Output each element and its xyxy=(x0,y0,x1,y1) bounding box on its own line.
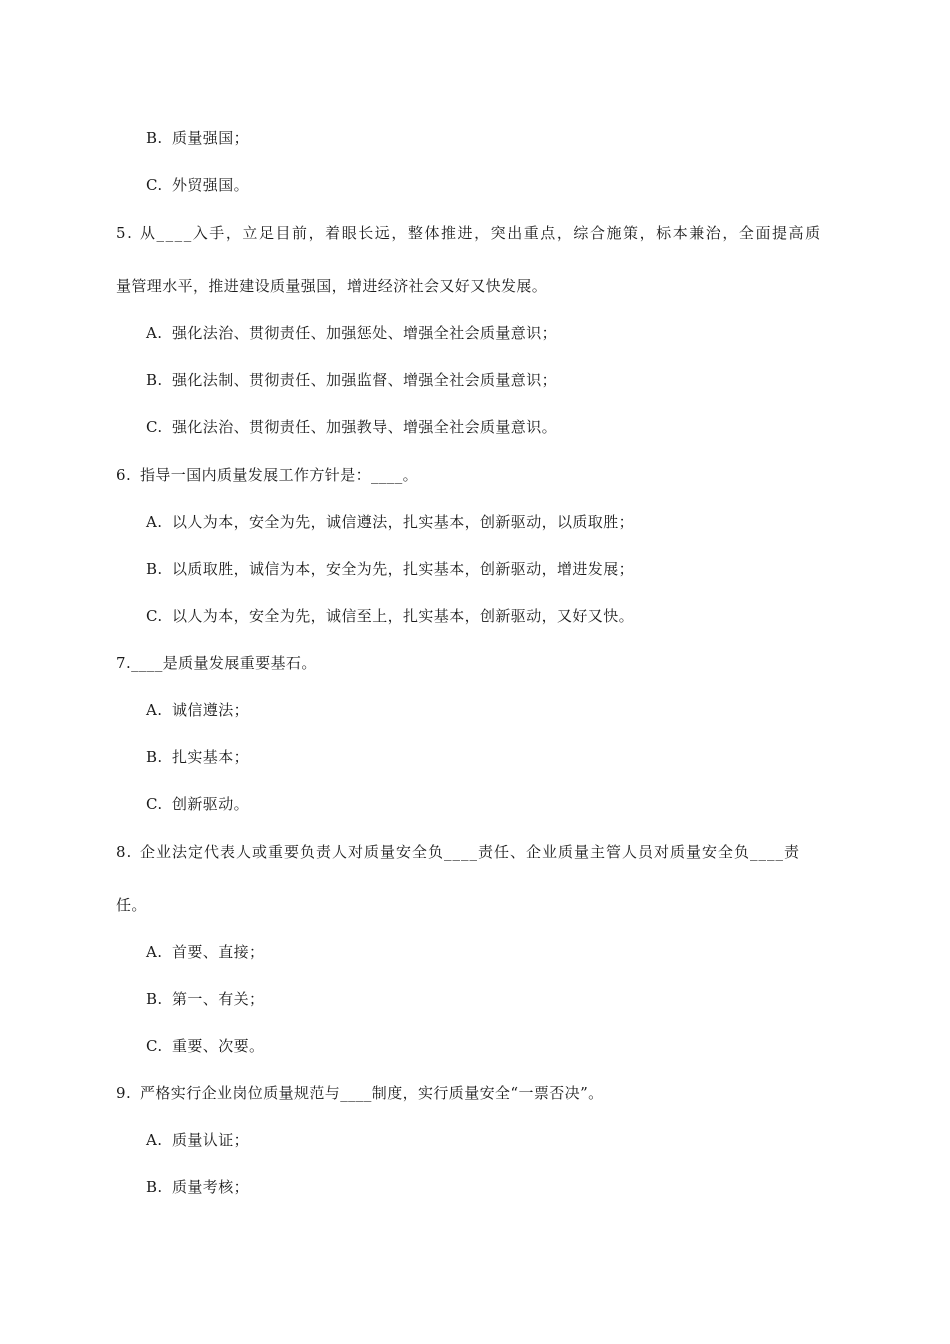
option-text: 创新驱动。 xyxy=(172,795,250,813)
option-line xyxy=(146,370,557,390)
option-label: B. xyxy=(146,129,163,147)
option-label: A. xyxy=(146,701,163,719)
option-label: B. xyxy=(146,1178,163,1196)
option-line xyxy=(146,512,634,532)
question-line xyxy=(116,653,317,673)
option-text: 扎实基本； xyxy=(172,748,250,766)
option-text: 重要、次要。 xyxy=(172,1037,265,1055)
option-text: 质量强国； xyxy=(172,129,250,147)
option-line xyxy=(146,1177,249,1197)
option-label: B. xyxy=(146,990,163,1008)
option-text: 外贸强国。 xyxy=(172,176,250,194)
option-label: C. xyxy=(146,176,163,194)
option-label: A. xyxy=(146,1131,163,1149)
option-text: 以人为本，安全为先，诚信至上，扎实基本，创新驱动，又好又快。 xyxy=(172,607,635,625)
option-line xyxy=(146,747,249,767)
option-line xyxy=(146,323,557,343)
question-line xyxy=(116,1083,604,1103)
question-line xyxy=(116,842,800,862)
option-label: C. xyxy=(146,418,163,436)
question-continuation xyxy=(116,276,547,296)
option-label: A. xyxy=(146,513,163,531)
option-line xyxy=(146,1036,264,1056)
question-text: 从____入手，立足目前，着眼长远，整体推进，突出重点，综合施策，标本兼治，全面提高质 xyxy=(140,224,822,242)
option-text: 强化法治、贯彻责任、加强教导、增强全社会质量意识。 xyxy=(172,418,558,436)
question-text: 严格实行企业岗位质量规范与____制度，实行质量安全“一票否决”。 xyxy=(140,1084,604,1102)
question-continuation xyxy=(116,895,147,915)
option-line xyxy=(146,606,634,626)
option-label: C. xyxy=(146,795,163,813)
option-text: 首要、直接； xyxy=(172,943,265,961)
question-line xyxy=(116,223,822,243)
option-label: A. xyxy=(146,943,163,961)
question-text: 量管理水平，推进建设质量强国，增进经济社会又好又快发展。 xyxy=(116,277,548,295)
option-line xyxy=(146,175,249,195)
option-text: 强化法制、贯彻责任、加强监督、增强全社会质量意识； xyxy=(172,371,558,389)
option-text: 质量考核； xyxy=(172,1178,250,1196)
option-text: 第一、有关； xyxy=(172,990,265,1008)
option-line xyxy=(146,989,264,1009)
option-label: A. xyxy=(146,324,163,342)
question-number: 9. xyxy=(116,1084,132,1102)
option-label: B. xyxy=(146,560,163,578)
option-text: 强化法治、贯彻责任、加强惩处、增强全社会质量意识； xyxy=(172,324,558,342)
option-label: B. xyxy=(146,371,163,389)
option-line xyxy=(146,417,557,437)
option-label: C. xyxy=(146,607,163,625)
question-line xyxy=(116,465,418,485)
option-label: B. xyxy=(146,748,163,766)
question-number: 5. xyxy=(116,224,134,242)
question-text: ____是质量发展重要基石。 xyxy=(131,654,317,672)
question-text: 企业法定代表人或重要负责人对质量安全负____责任、企业质量主管人员对质量安全负____责 xyxy=(140,843,801,861)
option-text: 诚信遵法； xyxy=(172,701,250,719)
option-text: 以质取胜，诚信为本，安全为先，扎实基本，创新驱动，增进发展； xyxy=(172,560,635,578)
option-line xyxy=(146,559,634,579)
option-line xyxy=(146,1130,249,1150)
question-number: 8. xyxy=(116,843,133,861)
option-text: 以人为本，安全为先，诚信遵法，扎实基本，创新驱动，以质取胜； xyxy=(172,513,635,531)
option-text: 质量认证； xyxy=(172,1131,250,1149)
option-line xyxy=(146,942,264,962)
question-number: 6. xyxy=(116,466,132,484)
option-label: C. xyxy=(146,1037,163,1055)
option-line xyxy=(146,700,249,720)
option-line xyxy=(146,128,249,148)
option-line xyxy=(146,794,249,814)
question-number: 7. xyxy=(116,654,132,672)
question-text: 指导一国内质量发展工作方针是：____。 xyxy=(140,466,419,484)
question-text: 任。 xyxy=(116,896,147,914)
